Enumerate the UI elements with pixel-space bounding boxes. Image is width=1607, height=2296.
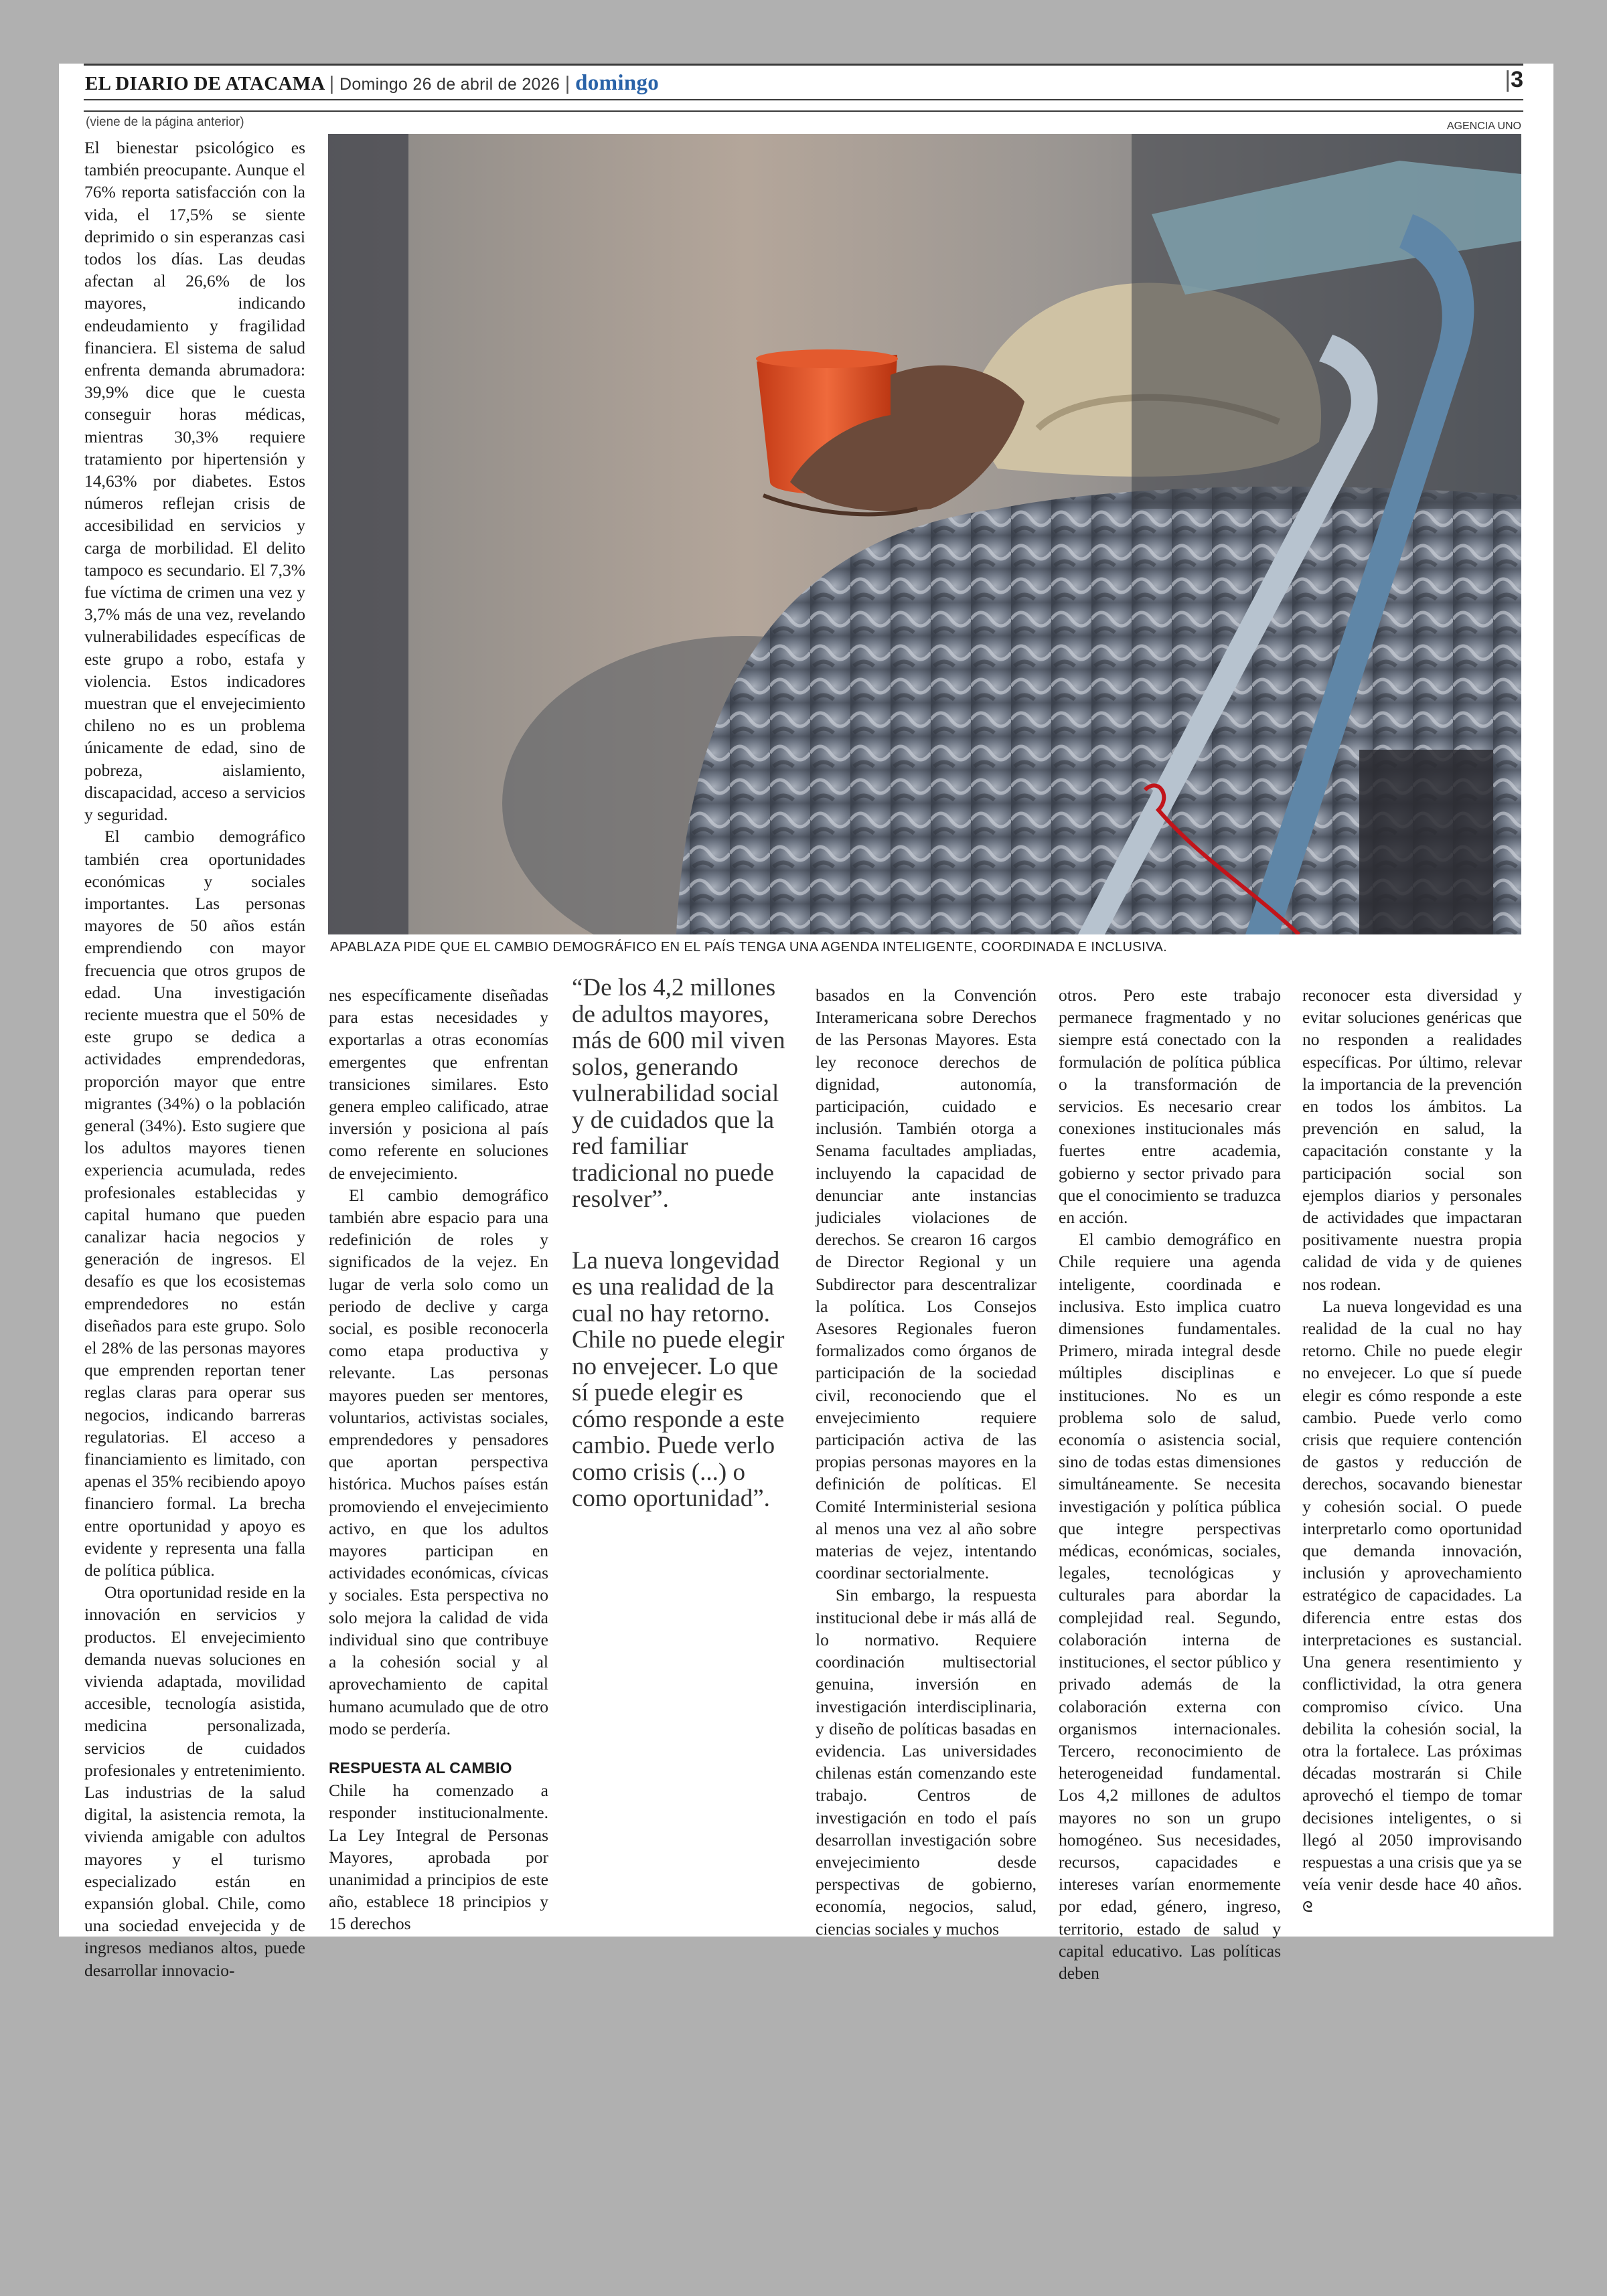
paragraph: reconocer esta diversidad y evitar soluciones genéricas que no responden a realidades específicas. Por último, relevar la importancia de la prevención en todos los ámbitos. La prevención en salud, la capacitación constante y la participación social son ejemplos diarios y personales de actividades que impactaran positivamente nuestra propia calidad de vida y de quienes nos rodean. — [1302, 985, 1522, 1294]
paragraph: basados en la Convención Interamericana sobre Derechos de las Personas Mayores. Esta ley reconoce derechos de dignidad, autonomía, participación, cuidado e inclusión. También otorga a Senama facultades ampliadas, incluyendo la capacidad de denunciar ante instancias judiciales violaciones de derechos. Se crearon 16 cargos de Director Regional y un Subdirector para descentralizar la política. Los Consejos Asesores Regionales fueron formalizados como órganos de participación de la sociedad civil, reconociendo que el envejecimiento requiere participación activa de las propias personas mayores en la definición de políticas. El Comité Interministerial sesiona al menos una vez al año sobre materias de vejez, intentando coordinar sectorialmente. — [816, 985, 1037, 1583]
page-number: |3 — [1505, 67, 1523, 92]
photo-illustration — [328, 134, 1521, 934]
section-name: domingo — [575, 71, 660, 95]
pull-quote-2: La nueva longevidad es una realidad de la cual no hay retorno. Chile no puede elegir no envejecer. Lo que sí puede elegir es cómo responde a este cambio. Puede verlo como crisis (...) o como oportunidad”. — [572, 1246, 785, 1512]
photo-credit: AGENCIA UNO — [1446, 120, 1521, 132]
article-column-5 — [1059, 984, 1281, 1984]
separator: | — [564, 73, 570, 94]
paragraph: Chile ha comenzado a responder institucionalmente. La Ley Integral de Personas Mayores, aprobada por unanimidad a principios de este año, establece 18 principios y 15 derechos — [329, 1781, 548, 1934]
paragraph: Otra oportunidad reside en la innovación en servicios y productos. El envejecimiento demanda nuevas soluciones en vivienda adaptada, movilidad accesible, tecnología asistida, medicina personalizada, servicios de cuidados profesionales y entretenimiento. Las industrias de la salud digital, la asistencia remota, la vivienda amigable con adultos mayores y el turismo especializado están en expansión global. Chile, como una sociedad envejecida y de ingresos medianos altos, puede desarrollar innovacio- — [84, 1582, 305, 1980]
paragraph: El cambio demográfico en Chile requiere una agenda inteligente, coordinada e inclusiva. Esto implica cuatro dimensiones fundamentales. Primero, mirada integral desde múltiples disciplinas e instituciones. No es un problema solo de salud, economía o asistencia social, sino de todas estas dimensiones simultáneamente. Se necesita investigación y política pública que integre perspectivas médicas, económicas, sociales, legales, tecnológicas y culturales para abordar la complejidad real. Segundo, colaboración interna de instituciones, el sector público y privado además de la colaboración externa con organismos internacionales. Tercero, reconocimiento de heterogeneidad fundamental. Los 4,2 millones de adultos mayores no son un grupo homogéneo. Sus necesidades, recursos, capacidades e intereses varían enormemente por edad, género, ingreso, territorio, estado de salud y capital educativo. Las políticas deben — [1059, 1230, 1281, 1983]
article-photo — [328, 134, 1521, 934]
section-subheading: RESPUESTA AL CAMBIO — [329, 1758, 512, 1777]
end-mark-icon: ᘓ — [1302, 1899, 1313, 1916]
pull-quotes — [572, 975, 793, 1512]
final-paragraph-text: La nueva longevidad es una realidad de la cual no hay retorno. Chile no puede elegir no envejecer. Lo que sí puede elegir es cómo responde a este cambio. Puede verlo como crisis que requiere contención de gastos y reducción de derechos, socavando bienestar y cohesión social. O puede interpretarlo como oportunidad que demanda innovación, inclusión y aprovechamiento estratégico de capacidades. La diferencia entre estas dos interpretaciones es sustancial. Una genera resentimiento y conflictividad, la otra genera compromiso cívico. Una debilita la cohesión social, la otra la fortalece. Las próximas décadas mostrarán si Chile aprovechó el tiempo de tomar decisiones inteligentes, o si llegó al 2050 improvisando respuestas a una crisis que ya se veía venir desde hace 40 años. — [1302, 1296, 1522, 1894]
paragraph: El bienestar psicológico es también preocupante. Aunque el 76% reporta satisfacción con la vida, el 17,5% se siente deprimido o sin esperanzas casi todos los días. Las deudas afectan al 26,6% de los mayores, indicando endeudamiento y fragilidad financiera. El sistema de salud enfrenta demanda abrumadora: 39,9% dice que le cuesta conseguir horas médicas, mientras 30,3% requiere tratamiento por hipertensión y 14,63% por diabetes. Estos números reflejan crisis de accesibilidad en servicios y carga de morbilidad. El delito tampoco es secundario. El 7,3% fue víctima de crimen una vez y 3,7% más de una vez, revelando vulnerabilidades específicas de este grupo a robo, estafa y violencia. Estos indicadores muestran que el envejecimiento chileno no es un problema únicamente de edad, sino de pobreza, aislamiento, discapacidad, acceso a servicios y seguridad. — [84, 138, 305, 825]
article-column-2 — [329, 984, 548, 1935]
paragraph: El cambio demográfico también abre espacio para una redefinición de roles y significados de la vejez. En lugar de verla solo como un periodo de declive y carga social, es posible reconocerla como etapa productiva y relevante. Las personas mayores pueden ser mentores, voluntarios, activistas sociales, emprendedores y pensadores que aportan perspectiva histórica. Muchos países están promoviendo el envejecimiento activo, en que los adultos mayores participan en actividades económicas, cívicas y sociales. Esta perspectiva no solo mejora la calidad de vida individual sino que contribuye a la cohesión social y al aprovechamiento de capital humano acumulado que de otro modo se perdería. — [329, 1185, 548, 1738]
page-header — [84, 64, 1523, 100]
continued-note: (viene de la página anterior) — [86, 115, 244, 129]
paragraph: El cambio demográfico también crea oportunidades económicas y sociales importantes. Las personas mayores de 50 años están emprendiendo con mayor frecuencia que otros grupos de edad. Una investigación reciente muestra que el 50% de este grupo se dedica a actividades emprendedoras, proporción mayor que entre migrantes (34%) o la población general (34%). Esto sugiere que los adultos mayores tienen experiencia acumulada, redes profesionales establecidas y capital humano que pueden canalizar hacia negocios y generación de ingresos. El desafío es que los ecosistemas emprendedores no están diseñados para este grupo. Solo el 28% de las personas mayores que emprenden reportan tener reglas claras para operar sus negocios, indicando barreras regulatorias. El acceso a financiamiento es limitado, con apenas el 35% recibiendo apoyo financiero formal. La brecha entre oportunidad y apoyo es evidente y representa una falla de política pública. — [84, 827, 305, 1580]
separator: | — [329, 73, 335, 94]
paragraph: Sin embargo, la respuesta institucional debe ir más allá de lo normativo. Requiere coordinación multisectorial genuina, inversión en investigación interdisciplinaria, y diseño de políticas basadas en evidencia. Las universidades chilenas están comenzando este trabajo. Centros de investigación en todo el país desarrollan investigación sobre envejecimiento desde perspectivas de gobierno, economía, negocios, salud, ciencias sociales y muchos — [816, 1585, 1037, 1939]
newspaper-name: EL DIARIO DE ATACAMA — [85, 73, 325, 94]
article-column-1 — [84, 137, 305, 1981]
pull-quote-1: “De los 4,2 millones de adultos mayores, más de 600 mil viven solos, generando vulnerabilidad social y de cuidados que la red familiar tradicional no puede resolver”. — [572, 974, 785, 1213]
issue-date: Domingo 26 de abril de 2026 — [339, 75, 560, 94]
header-rule — [84, 110, 1523, 112]
masthead — [85, 71, 659, 96]
article-column-4 — [816, 984, 1037, 1940]
photo-caption: APABLAZA PIDE QUE EL CAMBIO DEMOGRÁFICO EN EL PAÍS TENGA UNA AGENDA INTELIGENTE, COORDINADA E INCLUSIVA. — [330, 940, 1168, 955]
paragraph: nes específicamente diseñadas para estas necesidades y exportarlas a otras economías emergentes que enfrentan transiciones similares. Esto genera empleo calificado, atrae inversión y posiciona al país como referente en soluciones de envejecimiento. — [329, 985, 548, 1183]
article-column-6 — [1302, 984, 1522, 1919]
paragraph — [1302, 1295, 1522, 1919]
paragraph: otros. Pero este trabajo permanece fragmentado y no siempre está conectado con la formulación de política pública o la transformación de servicios. Es necesario crear conexiones institucionales más fuertes entre academia, gobierno y sector privado para que el conocimiento se traduzca en acción. — [1059, 985, 1281, 1228]
